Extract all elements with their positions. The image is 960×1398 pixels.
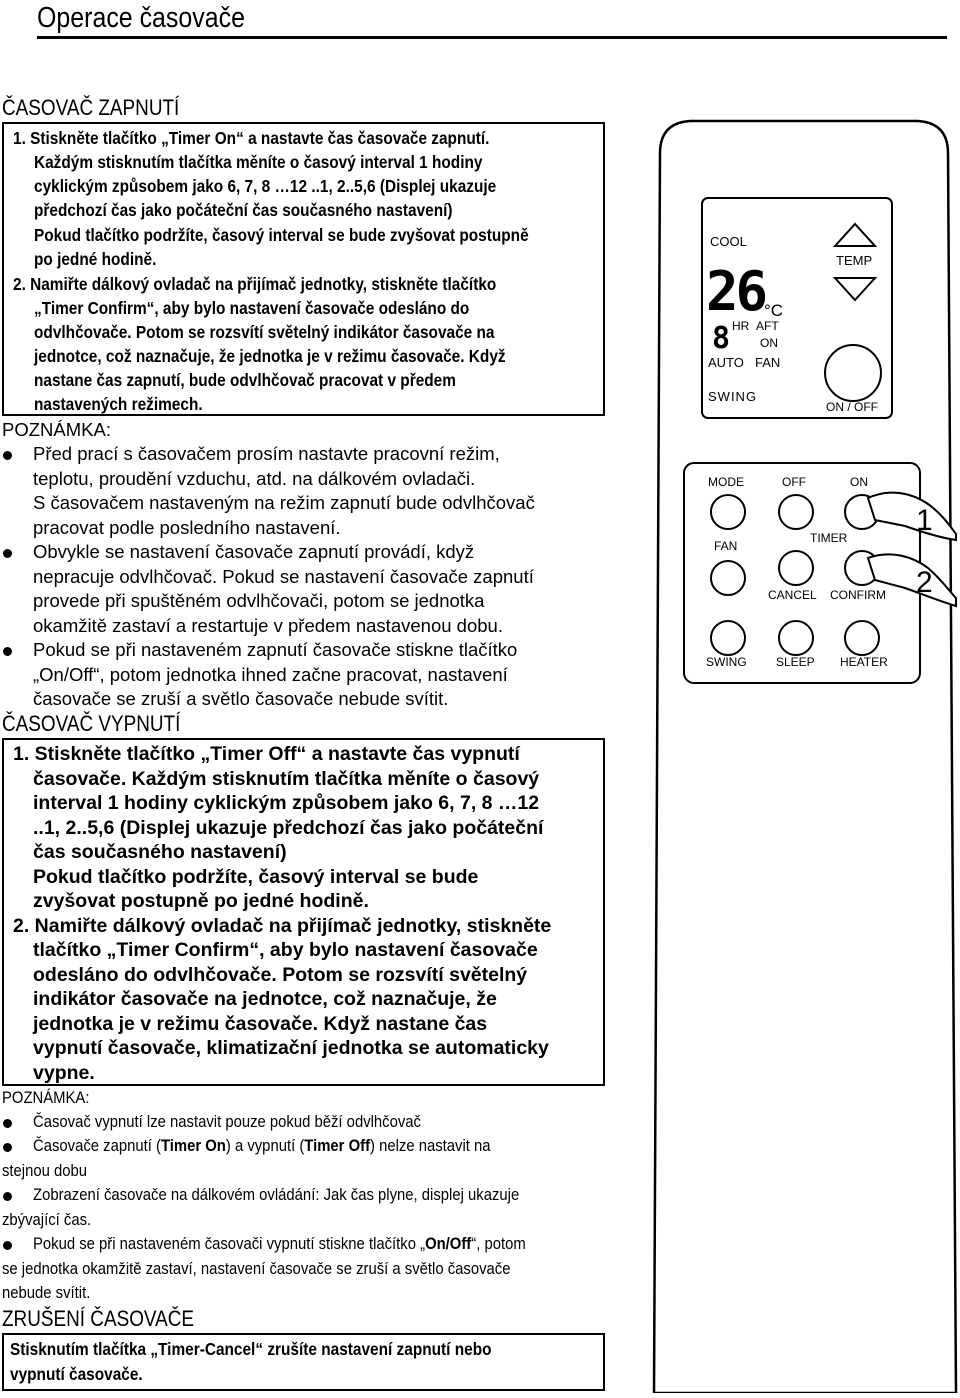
sleep-button[interactable]: [779, 621, 813, 655]
page-title: Operace časovače: [37, 2, 245, 34]
instruction-line: cyklickým způsobem jako 6, 7, 8 …12 ..1, 2..5,6 (Displej ukazuje: [34, 176, 497, 196]
display-fan: FAN: [755, 355, 781, 370]
cancel-line: Stisknutím tlačítka „Timer-Cancel“ zrušíte nastavení zapnutí nebo: [10, 1339, 492, 1359]
instruction-line: předchozí čas jako počáteční čas současného nastavení): [34, 200, 453, 220]
instruction-line: odesláno do odvlhčovače. Potom se rozsvítí světelný: [33, 964, 528, 986]
heater-label: HEATER: [840, 655, 888, 669]
note-text: Časovač vypnutí lze nastavit pouze pokud běží odvlhčovač: [33, 1113, 421, 1131]
mode-label: MODE: [708, 475, 744, 489]
note-text: stejnou dobu: [2, 1162, 88, 1180]
display-unit: °C: [764, 301, 784, 320]
cancel-line: vypnutí časovače.: [10, 1364, 143, 1384]
note-text: Pokud se při nastaveném časovači vypnutí stiskne tlačítko „On/Off“, potom: [33, 1235, 526, 1253]
cancel-heading: ZRUŠENÍ ČASOVAČE: [2, 1306, 195, 1331]
timer-label: TIMER: [810, 531, 848, 545]
note-text: Zobrazení časovače na dálkovém ovládání: Jak čas plyne, displej ukazuje: [33, 1186, 520, 1204]
instruction-line: vypne.: [33, 1062, 95, 1084]
note-text: časovače se zruší a světlo časovače nebude svítit.: [33, 688, 449, 709]
note-text: teplotu, proudění vzduchu, atd. na dálkovém ovladači.: [33, 468, 476, 489]
timer-off-button[interactable]: [779, 495, 813, 529]
timer-off-heading: ČASOVAČ VYPNUTÍ: [2, 711, 181, 736]
heater-button[interactable]: [845, 621, 879, 655]
instruction-line: časovače. Každým stisknutím tlačítka měníte o časový: [33, 768, 540, 790]
instruction-line: nastane čas zapnutí, bude odvlhčovač pracovat v předem: [34, 370, 456, 390]
note-text: pracovat podle posledního nastavení.: [33, 517, 341, 538]
instruction-line: Každým stisknutím tlačítka měníte o časový interval 1 hodiny: [34, 152, 483, 172]
instruction-line: 2. Namiřte dálkový ovladač na přijímač jednotky, stiskněte tlačítko: [13, 274, 497, 294]
timer-on-label: ON: [850, 475, 868, 489]
note-text: provede při spuštěném odvlhčovači, potom se jednotka: [33, 590, 485, 611]
note-label: POZNÁMKA:: [2, 419, 111, 440]
instruction-line: ..1, 2..5,6 (Displej ukazuje předchozí čas jako počáteční: [33, 817, 544, 839]
title-rule: [37, 36, 947, 39]
instruction-line: po jedné hodině.: [34, 249, 157, 269]
note-text: „On/Off“, potom jednotka ihned začne pracovat, nastavení: [33, 664, 508, 685]
confirm-label: CONFIRM: [830, 588, 886, 602]
instruction-line: čas současného nastavení): [33, 841, 287, 863]
instruction-line: Pokud tlačítko podržíte, časový interval se bude zvyšovat postupně: [34, 225, 529, 245]
fan-button[interactable]: [711, 561, 745, 595]
display-temperature: 26: [706, 260, 766, 323]
temp-label: TEMP: [836, 253, 873, 268]
swing-button[interactable]: [711, 621, 745, 655]
instruction-line: vypnutí časovače, klimatizační jednotka se automaticky: [33, 1037, 549, 1059]
instruction-line: „Timer Confirm“, aby bylo nastavení časovače odesláno do: [34, 298, 470, 318]
display-timer-digit: 8: [712, 321, 731, 356]
display-hr: HR: [732, 319, 750, 333]
swing-label: SWING: [706, 655, 747, 669]
instruction-line: jednotce, což naznačuje, že jednotka je v režimu časovače. Když: [34, 346, 506, 366]
bullet: [3, 1192, 12, 1201]
display-mode-cool: COOL: [710, 234, 747, 249]
instruction-line: 2. Namiřte dálkový ovladač na přijímač jednotky, stiskněte: [13, 915, 552, 937]
on-off-label: ON / OFF: [826, 400, 878, 414]
note-text: Pokud se při nastaveném zapnutí časovače stiskne tlačítko: [33, 639, 518, 660]
bullet: [3, 1119, 12, 1128]
instruction-line: Pokud tlačítko podržíte, časový interval se bude: [33, 866, 479, 888]
bullet: [3, 1241, 12, 1250]
instruction-line: 1. Stiskněte tlačítko „Timer Off“ a nastavte čas vypnutí: [13, 743, 520, 765]
timer-off-label: OFF: [782, 475, 806, 489]
note-text: se jednotka okamžitě zastaví, nastavení časovače se zruší a světlo časovače: [2, 1260, 511, 1278]
note-label: POZNÁMKA:: [2, 1089, 90, 1107]
display-swing: SWING: [708, 389, 758, 404]
note-text: Před prací s časovačem prosím nastavte pracovní režim,: [33, 443, 500, 464]
note-text: okamžitě zastaví a restartuje v předem nastavenou dobu.: [33, 615, 503, 636]
instruction-line: nastavených režimech.: [34, 394, 203, 414]
callout-2: 2: [916, 566, 933, 599]
on-off-button[interactable]: [825, 345, 881, 401]
note-text: nebude svítit.: [2, 1284, 91, 1302]
instruction-line: 1. Stiskněte tlačítko „Timer On“ a nastavte čas časovače zapnutí.: [13, 128, 490, 148]
instruction-line: interval 1 hodiny cyklickým způsobem jako 6, 7, 8 …12: [33, 792, 540, 814]
callout-1: 1: [916, 504, 933, 537]
instruction-line: jednotka je v režimu časovače. Když nastane čas: [33, 1013, 488, 1035]
note-text: S časovačem nastaveným na režim zapnutí bude odvlhčovač: [33, 492, 535, 513]
instruction-line: zvyšovat postupně po jedné hodině.: [33, 890, 369, 912]
bullet: [3, 549, 12, 558]
display-aft: AFT: [756, 319, 779, 333]
display-on: ON: [760, 336, 778, 350]
cancel-label: CANCEL: [768, 588, 817, 602]
bullet: [3, 451, 12, 460]
display-auto: AUTO: [708, 355, 744, 370]
remote-control-illustration: [650, 118, 960, 1393]
note-text: Obvykle se nastavení časovače zapnutí provádí, když: [33, 541, 475, 562]
instruction-line: indikátor časovače na jednotce, což naznačuje, že: [33, 988, 497, 1010]
note-text: Časovače zapnutí (Timer On) a vypnutí (Timer Off) nelze nastavit na: [33, 1137, 491, 1155]
bullet: [3, 1143, 12, 1152]
instruction-line: tlačítko „Timer Confirm“, aby bylo nastavení časovače: [33, 939, 538, 961]
timer-on-heading: ČASOVAČ ZAPNUTÍ: [2, 95, 180, 120]
note-text: zbývající čas.: [2, 1211, 92, 1229]
fan-label: FAN: [714, 539, 738, 553]
note-text: nepracuje odvlhčovač. Pokud se nastavení časovače zapnutí: [33, 566, 534, 587]
bullet: [3, 647, 12, 656]
sleep-label: SLEEP: [776, 655, 815, 669]
mode-button[interactable]: [711, 495, 745, 529]
instruction-line: odvlhčovače. Potom se rozsvítí světelný indikátor časovače na: [34, 322, 495, 342]
timer-cancel-button[interactable]: [779, 551, 813, 585]
